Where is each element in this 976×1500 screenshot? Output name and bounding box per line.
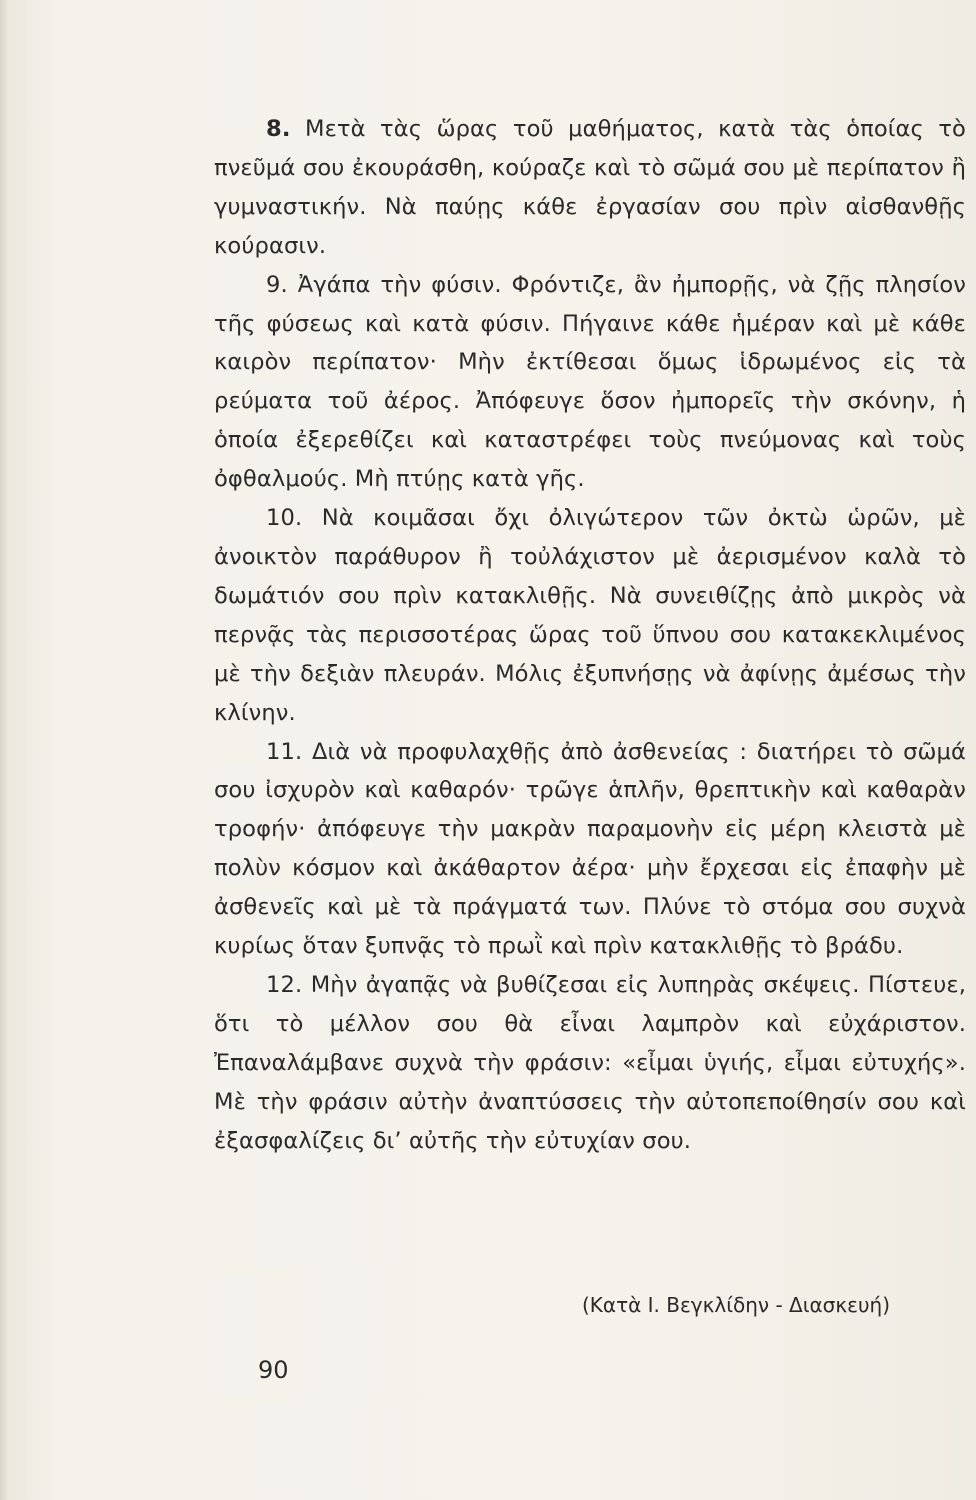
paragraph-text: Ἀγάπα τὴν φύσιν. Φρόντιζε, ἂν ἠμπορῇς, νὰ ζῇς πλησίον τῆς φύσεως καὶ κατὰ φύσιν. Πήγαινε κάθε ἡμέραν καὶ μὲ κάθε καιρὸν περίπατον· Μὴν ἐκτίθεσαι ὅμως ἱδρωμένος εἰς τὰ ρεύματα τοῦ ἀέρος. Ἀπόφευγε ὅσον ἠμπορεῖς τὴν σκόνην, ἡ ὁποία ἐξερεθίζει καὶ καταστρέφει τοὺς πνεύμονας καὶ τοὺς ὀφθαλμούς. Μὴ πτύῃς κατὰ γῆς. [214,271,966,493]
paragraph-text: Μετὰ τὰς ὥρας τοῦ μαθήματος, κατὰ τὰς ὁποίας τὸ πνεῦμά σου ἐκουράσθη, κούραζε καὶ τὸ σῶμά σου μὲ περίπατον ἢ γυμναστικήν. Νὰ παύῃς κάθε ἐργασίαν σου πρὶν αἰσθανθῇς κούρασιν. [214,116,966,259]
paragraph-11 [214,733,966,966]
paragraph-text: Νὰ κοιμᾶσαι ὄχι ὀλιγώτερον τῶν ὀκτὼ ὡρῶν, μὲ ἀνοικτὸν παράθυρον ἢ τοὐλάχιστον μὲ ἀερισμένον καλὰ τὸ δωμάτιόν σου πρὶν κατακλιθῇς. Νὰ συνειθίζῃς ἀπὸ μικρὸς νὰ περνᾷς τὰς περισσοτέρας ὥρας τοῦ ὕπνου σου κατακεκλιμένος μὲ τὴν δεξιὰν πλευράν. Μόλις ἐξυπνήσῃς νὰ ἀφίνῃς ἀμέσως τὴν κλίνην. [214,505,966,726]
paragraph-text: Διὰ νὰ προφυλαχθῇς ἀπὸ ἀσθενείας : διατήρει τὸ σῶμά σου ἰσχυρὸν καὶ καθαρόν· τρῶγε ἁπλῆν, θρεπτικὴν καὶ καθαρὰν τροφήν· ἀπόφευγε τὴν μακρὰν παραμονὴν εἰς μέρη κλειστὰ μὲ πολὺν κόσμον καὶ ἀκάθαρτον ἀέρα· μὴν ἔρχεσαι εἰς ἐπαφὴν μὲ ἀσθενεῖς καὶ μὲ τὰ πράγματά των. Πλύνε τὸ στόμα σου συχνὰ κυρίως ὅταν ξυπνᾷς τὸ πρωῒ καὶ πρὶν κατακλιθῇς τὸ βράδυ. [214,738,966,960]
paragraph-number: 11. [266,738,303,765]
paragraph-9 [214,266,966,499]
page-edge-shadow [0,0,8,1500]
paragraph-number: 8. [266,116,291,142]
paragraph-number: 10. [266,505,303,532]
paragraph-number: 9. [266,271,288,298]
paragraph-number: 12. [266,971,303,998]
page-number: 90 [258,1356,289,1384]
paragraph-12 [214,966,966,1161]
body-text [214,110,966,1160]
attribution: (Κατὰ Ι. Βεγκλίδην - Διασκευή) [581,1293,890,1317]
paragraph-text: Μὴν ἀγαπᾷς νὰ βυθίζεσαι εἰς λυπηρὰς σκέψεις. Πίστευε, ὅτι τὸ μέλλον σου θὰ εἶναι λαμπρὸν καὶ εὐχάριστον. Ἐπαναλάμβανε συχνὰ τὴν φράσιν: «εἶμαι ὑγιής, εἶμαι εὐτυχής». Μὲ τὴν φράσιν αὐτὴν ἀναπτύσσεις τὴν αὐτοπεποίθησίν σου καὶ ἐξασφαλίζεις δι’ αὐτῆς τὴν εὐτυχίαν σου. [214,971,966,1154]
paragraph-10 [214,499,966,732]
paragraph-8 [214,110,966,266]
